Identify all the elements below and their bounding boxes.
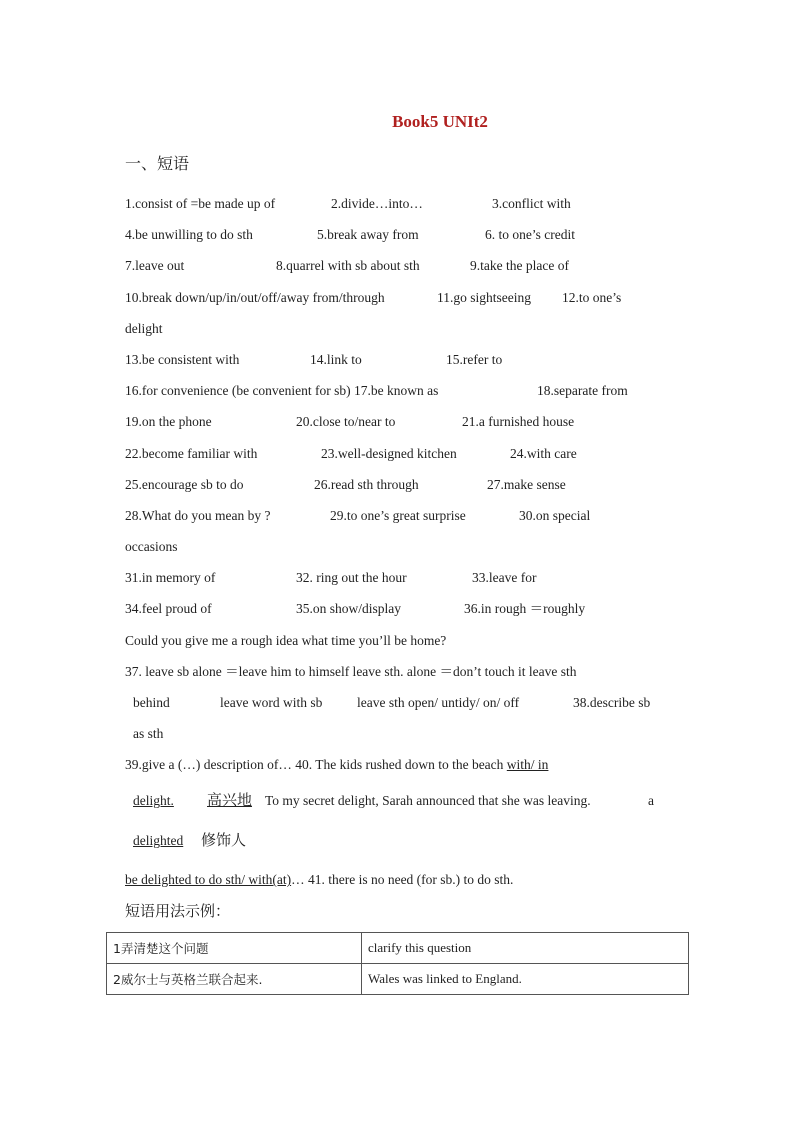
phrase-item: delight [125, 320, 163, 336]
document-title: Book5 UNIt2 [392, 112, 488, 131]
table-row [107, 933, 689, 964]
phrase-item: 2.divide…into… [331, 196, 423, 211]
phrase-item: 36.in rough ＝roughly [464, 601, 586, 617]
table-cell-zh: 1弄清楚这个问题 [107, 933, 362, 964]
phrase-item: 5.break away from [317, 227, 419, 243]
phrase-item: 11.go sightseeing [437, 289, 531, 305]
phrase-row [125, 469, 685, 500]
phrase-row [125, 562, 685, 593]
phrase-row [125, 749, 685, 780]
phrase-item: as sth [133, 726, 164, 742]
phrase-row [125, 375, 685, 406]
phrase-item: 32. ring out the hour [296, 570, 407, 586]
table-cell-en: Wales was linked to England. [362, 964, 689, 995]
phrase-item: 39.give a (…) description of… 40. The kids rushed down to the beach [125, 757, 504, 773]
table-row [107, 964, 689, 995]
phrase-item: 31.in memory of [125, 570, 216, 586]
phrase-list [125, 188, 685, 900]
phrase-row [125, 282, 685, 313]
phrase-row [125, 687, 685, 718]
phrase-item: 25.encourage sb to do [125, 476, 244, 492]
phrase-item: 20.close to/near to [296, 414, 396, 430]
examples-table [106, 932, 689, 995]
phrase-item: 6. to one’s credit [485, 227, 575, 243]
phrase-item: 23.well-designed kitchen [321, 445, 457, 461]
phrase-item: 4.be unwilling to do sth [125, 227, 253, 243]
phrase-item: a [648, 793, 654, 809]
phrase-row [125, 438, 685, 469]
answer-blank: be delighted to do sth/ with(at) [125, 872, 292, 888]
phrase-item: 13.be consistent with [125, 351, 240, 367]
answer-blank: delighted [133, 833, 184, 849]
phrase-item: 15.refer to [446, 351, 503, 367]
phrase-item: 26.read sth through [314, 476, 419, 492]
phrase-item: 34.feel proud of [125, 601, 212, 617]
phrase-row [125, 820, 685, 860]
section-heading: 一、短语 [125, 154, 190, 173]
phrase-item: 30.on special [519, 507, 591, 523]
phrase-item: 12.to one’s [562, 289, 622, 305]
phrase-row [125, 593, 685, 624]
phrase-row [125, 625, 685, 656]
example-sentence: To my secret delight, Sarah announced that she was leaving. [265, 793, 591, 809]
phrase-row [125, 780, 685, 820]
phrase-row [125, 656, 685, 687]
phrase-item: 14.link to [310, 351, 362, 367]
phrase-row [125, 531, 685, 562]
phrase-row [125, 406, 685, 437]
phrase-item: 35.on show/display [296, 601, 402, 617]
answer-blank: delight. [133, 793, 174, 809]
phrase-item: … 41. there is no need (for sb.) to do sth. [291, 872, 514, 888]
phrase-row [125, 860, 685, 900]
phrase-row [125, 313, 685, 344]
phrase-item: 16.for convenience (be convenient for sb) 17.be known as [125, 383, 439, 399]
phrase-item: behind [133, 695, 170, 710]
phrase-item: 19.on the phone [125, 414, 212, 430]
phrase-item: 1.consist of =be made up of [125, 196, 276, 211]
phrase-item: 7.leave out [125, 258, 185, 274]
phrase-item: 18.separate from [537, 383, 628, 399]
examples-heading: 短语用法示例： [125, 902, 231, 920]
phrase-item: leave sth open/ untidy/ on/ off [357, 695, 520, 710]
phrase-row [125, 718, 685, 749]
phrase-item: 8.quarrel with sb about sth [276, 258, 420, 274]
phrase-row [125, 188, 685, 219]
handwritten-note: 修饰人 [201, 831, 247, 850]
phrase-item: 24.with care [510, 445, 577, 461]
phrase-item: 27.make sense [487, 476, 566, 492]
phrase-item: Could you give me a rough idea what time you’ll be home? [125, 632, 447, 648]
answer-blank: with/ in [506, 757, 549, 773]
phrase-row [125, 219, 685, 250]
phrase-item: 9.take the place of [470, 258, 569, 274]
phrase-item: 28.What do you mean by ? [125, 507, 271, 523]
phrase-item: 33.leave for [472, 570, 537, 586]
phrase-item: 21.a furnished house [462, 414, 575, 430]
phrase-row [125, 344, 685, 375]
phrase-item: 37. leave sb alone ＝leave him to himself leave sth. alone ＝don’t touch it leave sth [125, 663, 577, 679]
phrase-item: occasions [125, 539, 178, 555]
phrase-item: 10.break down/up/in/out/off/away from/through [125, 289, 385, 305]
phrase-item: 3.conflict with [492, 196, 571, 211]
phrase-item: leave word with sb [220, 695, 323, 710]
handwritten-note: 高兴地 [207, 791, 253, 810]
phrase-item: 29.to one’s great surprise [330, 507, 466, 523]
phrase-item: 38.describe sb [573, 695, 651, 710]
phrase-row [125, 500, 685, 531]
table-cell-zh: 2威尔士与英格兰联合起来. [107, 964, 362, 995]
phrase-row [125, 250, 685, 281]
table-cell-en: clarify this question [362, 933, 689, 964]
phrase-item: 22.become familiar with [125, 445, 258, 461]
